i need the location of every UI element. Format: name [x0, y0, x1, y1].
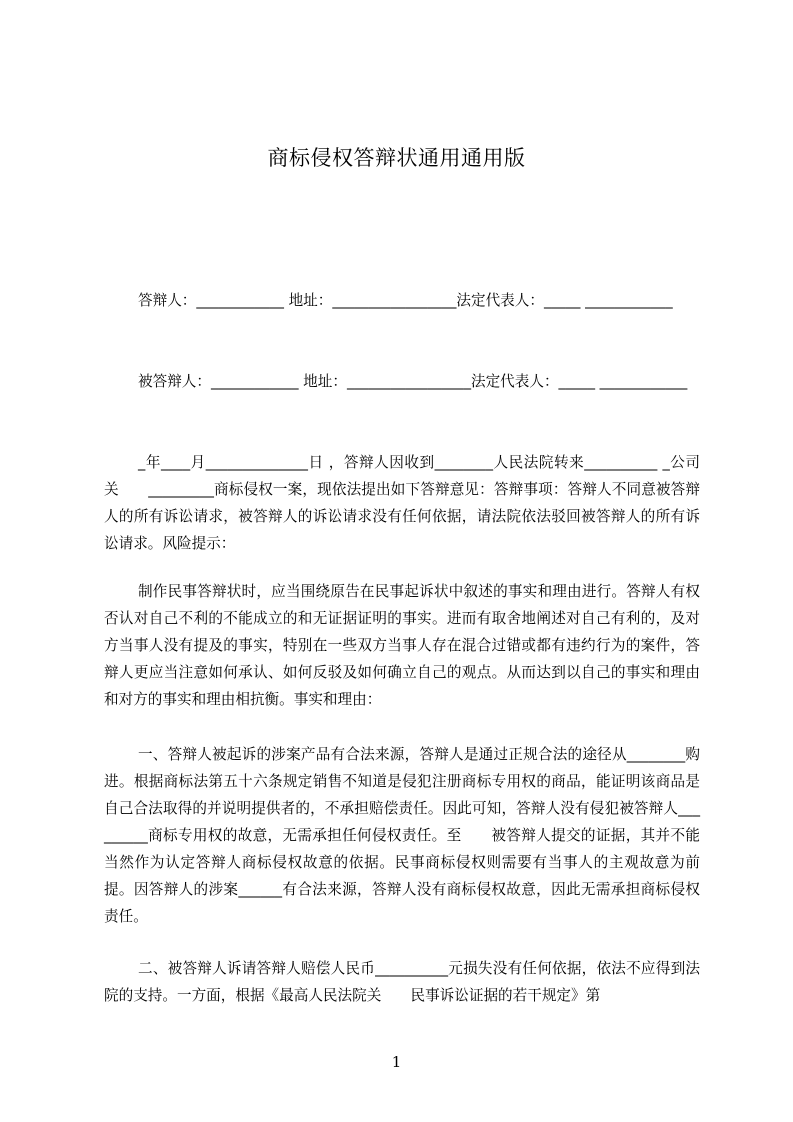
page-number: 1 [391, 1053, 402, 1071]
plaintiff-info-paragraph: 被答辩人：____________ 地址：_________________法定代表人：_____ ____________ [138, 373, 688, 390]
defense-request-paragraph: _年____月______________日 ，答辩人因收到________人民法院转来__________ _公司关 _________商标侵权一案，现依法提出如下答辩意见：答辩事项：答辩人不同意被答辩人的所有诉讼请求，被答辩人的诉讼请求没有任何依据，请法院依法驳回被答辩人的所有诉讼请求。风险提示： [104, 454, 700, 552]
document-title: 商标侵权答辩状通用通用版 [267, 146, 526, 170]
fact-reason-two-paragraph: 二、被答辩人诉请答辩人赔偿人民币__________元损失没有任何依据，依法不应得到法院的支持。一方面，根据《最高人民法院关 民事诉讼证据的若干规定》第 [104, 960, 700, 1004]
fact-reason-one-paragraph: 一、答辩人被起诉的涉案产品有合法来源，答辩人是通过正规合法的途径从________购进。根据商标法第五十六条规定销售不知道是侵犯注册商标专用权的商品，能证明该商品是自己合法取得的并说明提供者的，不承担赔偿责任。因此可知，答辩人没有侵犯被答辩人_________商标专用权的故意，无需承担任何侵权责任。至 被答辩人提交的证据，其并不能当然作为认定答辩人商标侵权故意的依据。民事商标侵权则需要有当事人的主观故意为前提。因答辩人的涉案______有合法来源，答辩人没有商标侵权故意，因此无需承担商标侵权责任。 [104, 746, 700, 925]
respondent-info-paragraph: 答辩人：____________ 地址：_________________法定代表人：_____ ____________ [138, 292, 673, 309]
risk-notice-paragraph: 制作民事答辩状时，应当围绕原告在民事起诉状中叙述的事实和理由进行。答辩人有权否认对自己不利的不能成立的和无证据证明的事实。进而有取舍地阐述对自己有利的，及对方当事人没有提及的事实，特别在一些双方当事人存在混合过错或都有违约行为的案件，答辩人更应当注意如何承认、如何反驳及如何确立自己的观点。从而达到以自己的事实和理由和对方的事实和理由相抗衡。事实和理由： [104, 583, 700, 708]
